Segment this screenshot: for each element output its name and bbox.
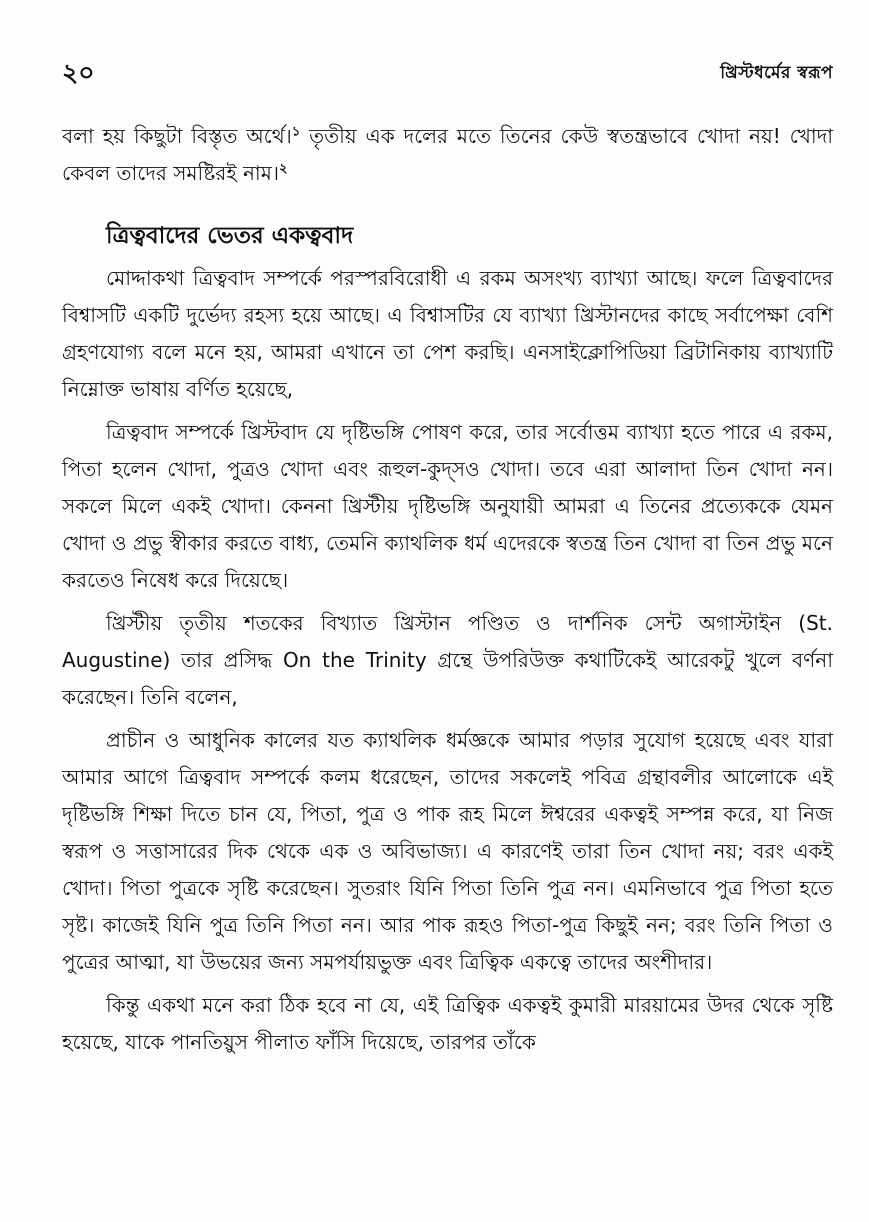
block-quote: প্রাচীন ও আধুনিক কালের যত ক্যাথলিক ধর্মজ্ঞকে আমার পড়ার সুযোগ হয়েছে এবং যারা আমার আগে ত্রিত্ববাদ সম্পর্কে কলম ধরেছেন, তাদের সকলেই পবিত্র গ্রন্থাবলীর আলোকে এই দৃষ্টিভঙ্গি শিক্ষা দিতে চান যে, পিতা, পুত্র ও পাক রূহ মিলে ঈশ্বরের একত্বই সম্পন্ন করে, যা নিজ স্বরূপ ও সত্তাসারের দিক থেকে এক ও অবিভাজ্য। এ কারণেই তারা তিন খোদা নয়; বরং একই খোদা। পিতা পুত্রকে সৃষ্টি করেছেন। সুতরাং যিনি পিতা তিনি পুত্র নন। এমনিভাবে পুত্র পিতা হতে সৃষ্ট। কাজেই যিনি পুত্র তিনি পিতা নন। আর পাক রূহও পিতা-পুত্র কিছুই নন; বরং তিনি পিতা ও পুত্রের আত্মা, যা উভয়ের জন্য সমপর্যায়ভুক্ত এবং ত্রিত্বিক একত্বে তাদের অংশীদার। [62,728,833,974]
paragraph: খ্রিস্টীয় তৃতীয় শতকের বিখ্যাত খ্রিস্টান পণ্ডিত ও দার্শনিক সেন্ট অগাস্টাইন (St. Augustine) তার প্রসিদ্ধ On the Trinity গ্রন্থে উপরিউক্ত কথাটিকেই আরেকটু খুলে বর্ণনা করেছেন। তিনি বলেন, [62,611,833,709]
block-quote: কিন্তু একথা মনে করা ঠিক হবে না যে, এই ত্রিত্বিক একত্বই কুমারী মারয়ামের উদর থেকে সৃষ্টি হয়েছে, যাকে পানতিয়ুস পীলাত ফাঁসি দিয়েছে, তারপর তাঁকে [62,993,833,1054]
paragraph: মোদ্দাকথা ত্রিত্ববাদ সম্পর্কে পরস্পরবিরোধী এ রকম অসংখ্য ব্যাখ্যা আছে। ফলে ত্রিত্ববাদের বিশ্বাসটি একটি দুর্ভেদ্য রহস্য হয়ে আছে। এ বিশ্বাসটির যে ব্যাখ্যা খ্রিস্টানদের কাছে সর্বাপেক্ষা বেশি গ্রহণযোগ্য বলে মনে হয়, আমরা এখানে তা পেশ করছি। এনসাইক্লোপিডিয়া ব্রিটানিকায় ব্যাখ্যাটি নিম্নোক্ত ভাষায় বর্ণিত হয়েছে, [62,266,833,401]
paragraph-continued [62,118,833,192]
footnote-marker[interactable]: ১ [291,124,301,140]
section-heading: ত্রিত্ববাদের ভেতর একত্ববাদ [106,223,354,249]
page-header [62,56,833,92]
paragraph-text: তৃতীয় এক দলের মতে তিনের কেউ স্বতন্ত্রভাবে খোদা নয়! খোদা কেবল তাদের সমষ্টিরই নাম। [62,124,833,185]
page-number: ২০ [62,57,95,87]
paragraph-text: বলা হয় কিছুটা বিস্তৃত অর্থে। [62,124,292,148]
running-title: খ্রিস্টধর্মের স্বরূপ [720,63,833,83]
body-text [62,118,833,1061]
block-quote: ত্রিত্ববাদ সম্পর্কে খ্রিস্টবাদ যে দৃষ্টিভঙ্গি পোষণ করে, তার সর্বোত্তম ব্যাখ্যা হতে পারে এ রকম, পিতা হলেন খোদা, পুত্রও খোদা এবং রূহুল-কুদ্সও খোদা। তবে এরা আলাদা তিন খোদা নন। সকলে মিলে একই খোদা। কেননা খ্রিস্টীয় দৃষ্টিভঙ্গি অনুযায়ী আমরা এ তিনের প্রত্যেককে যেমন খোদা ও প্রভু স্বীকার করতে বাধ্য, তেমনি ক্যাথলিক ধর্ম এদেরকে স্বতন্ত্র তিন খোদা বা তিন প্রভু মনে করতেও নিষেধ করে দিয়েছে। [62,420,833,592]
footnote-marker[interactable]: ২ [279,161,288,177]
